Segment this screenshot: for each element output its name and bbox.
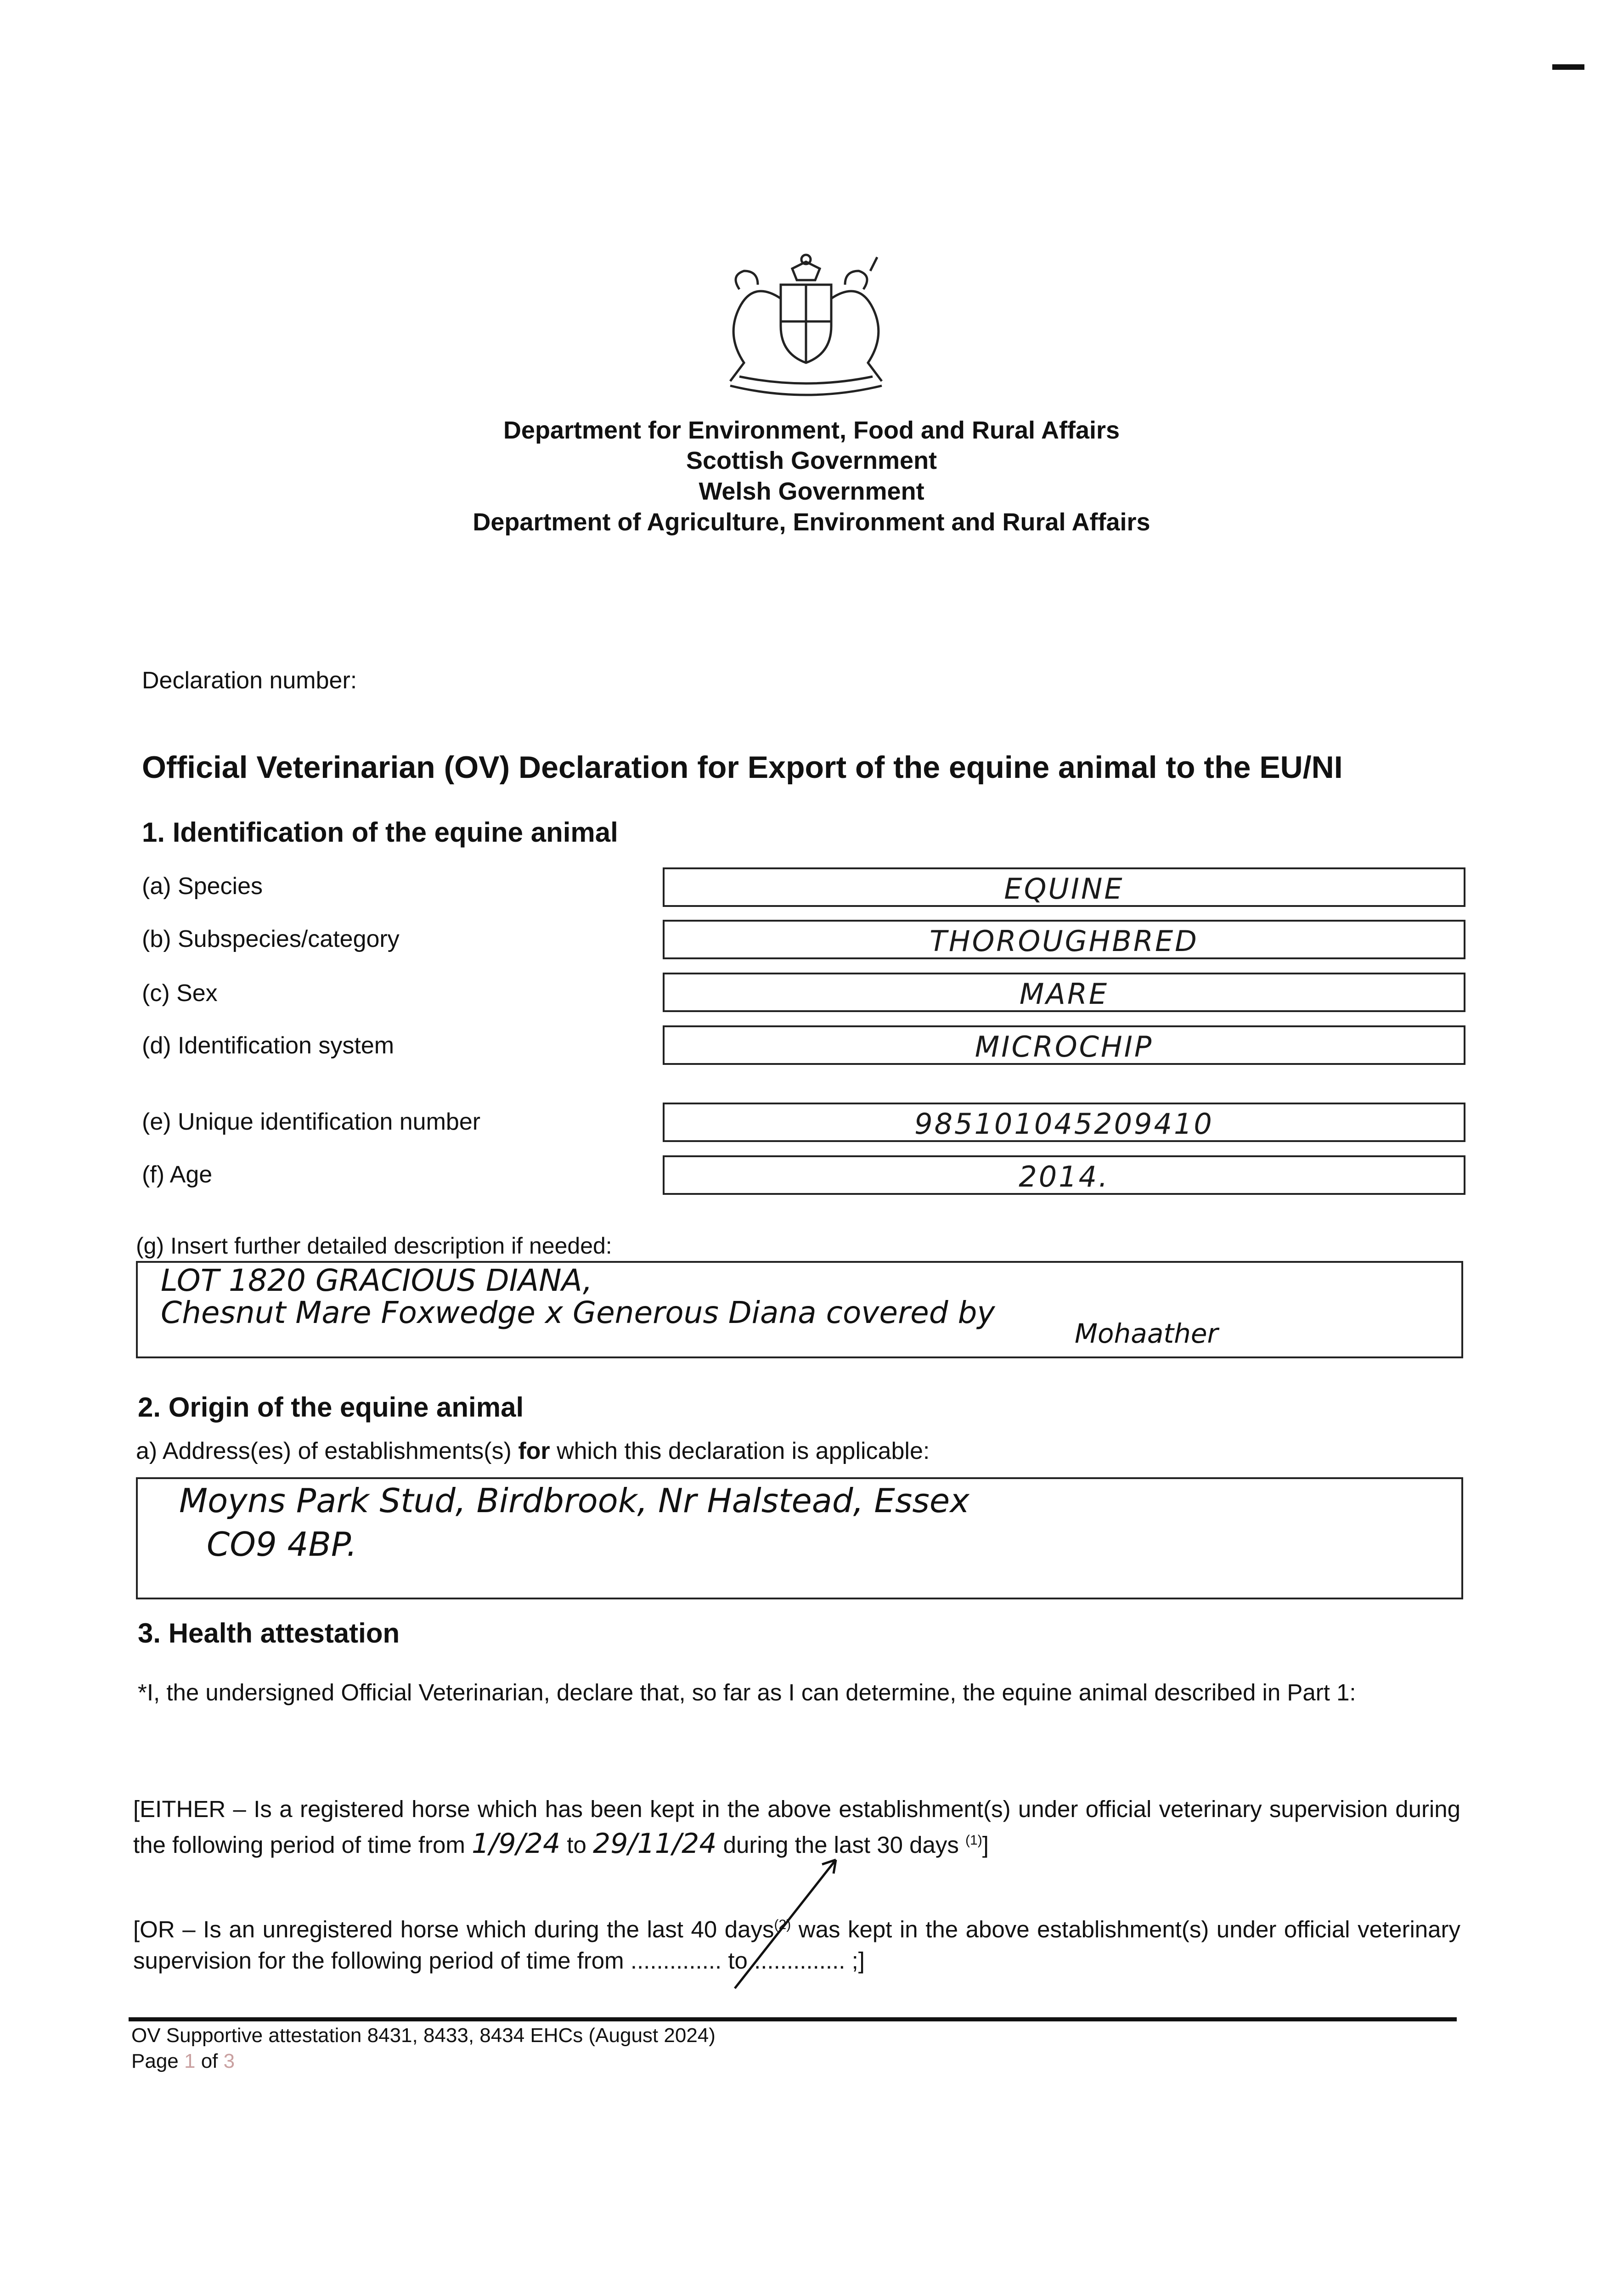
species-label: (a) Species [142,873,263,900]
sex-label: (c) Sex [142,980,218,1007]
address-label-pre: a) Address(es) of establishments(s) [136,1438,518,1464]
address-line-2: CO9 4BP. [207,1525,357,1564]
sex-value: MARE [1019,977,1109,1011]
footnote-ref-1: (1) [965,1833,982,1848]
species-value: EQUINE [1004,872,1124,906]
sex-field[interactable] [663,973,1465,1012]
address-label [136,1437,930,1465]
header-line-daera: Department of Agriculture, Environment and Rural Affairs [473,508,1150,536]
page-number: 1 [184,2050,196,2072]
identification-system-value: MICROCHIP [975,1030,1154,1064]
further-description-line-3: Mohaather [1075,1318,1218,1349]
header-line-welsh-gov: Welsh Government [699,478,924,505]
either-clause [133,1794,1460,1861]
unique-id-field[interactable] [663,1103,1465,1142]
section1-heading: 1. Identification of the equine animal [142,817,618,848]
species-field[interactable] [663,867,1465,907]
section2-heading: 2. Origin of the equine animal [138,1392,524,1423]
further-description-line-1: LOT 1820 GRACIOUS DIANA, [161,1263,592,1298]
further-description-label: (g) Insert further detailed description if needed: [136,1233,612,1259]
address-line-1: Moyns Park Stud, Birdbrook, Nr Halstead, Essex [179,1481,969,1520]
section3-heading: 3. Health attestation [138,1618,400,1649]
either-text: [EITHER – Is a registered horse which has been kept in the above establishment(s) under official veterinary supervision during the following period of time from [133,1796,1460,1858]
or-text: [OR – Is an unregistered horse which during the last 40 days [133,1916,774,1942]
address-label-bold: for [518,1438,550,1464]
subspecies-label: (b) Subspecies/category [142,926,400,952]
strikethrough-mark-icon [726,1855,845,1993]
or-post-text: was kept in the above establishment(s) under official veterinary supervision for the following period of time from .............. to .............. ;] [133,1916,1460,1974]
address-label-post: which this declaration is applicable: [550,1438,930,1464]
either-post-text: during the last 30 days [716,1832,966,1858]
page-title: Official Veterinarian (OV) Declaration for Export of the equine animal to the EU/NI [142,750,1343,785]
either-from-date[interactable]: 1/9/24 [472,1828,561,1860]
scan-mark [1552,64,1584,70]
royal-coat-of-arms-icon [712,253,900,404]
either-to-text: to [560,1832,593,1858]
footer-divider [129,2017,1457,2021]
age-label: (f) Age [142,1161,213,1188]
subspecies-field[interactable] [663,920,1465,959]
of-label: of [195,2050,224,2072]
unique-id-label: (e) Unique identification number [142,1109,481,1135]
header-line-defra: Department for Environment, Food and Rural Affairs [503,416,1120,444]
further-description-field[interactable] [136,1261,1463,1358]
either-end: ] [982,1832,989,1858]
address-field[interactable] [136,1477,1463,1599]
identification-system-label: (d) Identification system [142,1032,394,1059]
age-field[interactable] [663,1155,1465,1195]
footnote-ref-2: (2) [774,1917,791,1932]
age-value: 2014. [1019,1160,1110,1193]
either-to-date[interactable]: 29/11/24 [593,1828,717,1860]
header-line-scottish-gov: Scottish Government [686,447,937,474]
declaration-number-label: Declaration number: [142,667,357,694]
subspecies-value: THOROUGHBRED [930,924,1199,958]
unique-id-value: 985101045209410 [914,1107,1214,1141]
health-attestation-intro: *I, the undersigned Official Veterinarian, declare that, so far as I can determine, the equine animal described in Part 1: [138,1679,1356,1705]
page-total: 3 [223,2050,235,2072]
page-label: Page [131,2050,184,2072]
further-description-line-2: Chesnut Mare Foxwedge x Generous Diana covered by [161,1295,995,1330]
page-indicator [131,2050,235,2073]
footer-attestation: OV Supportive attestation 8431, 8433, 8434 EHCs (August 2024) [131,2024,716,2047]
identification-system-field[interactable] [663,1025,1465,1065]
